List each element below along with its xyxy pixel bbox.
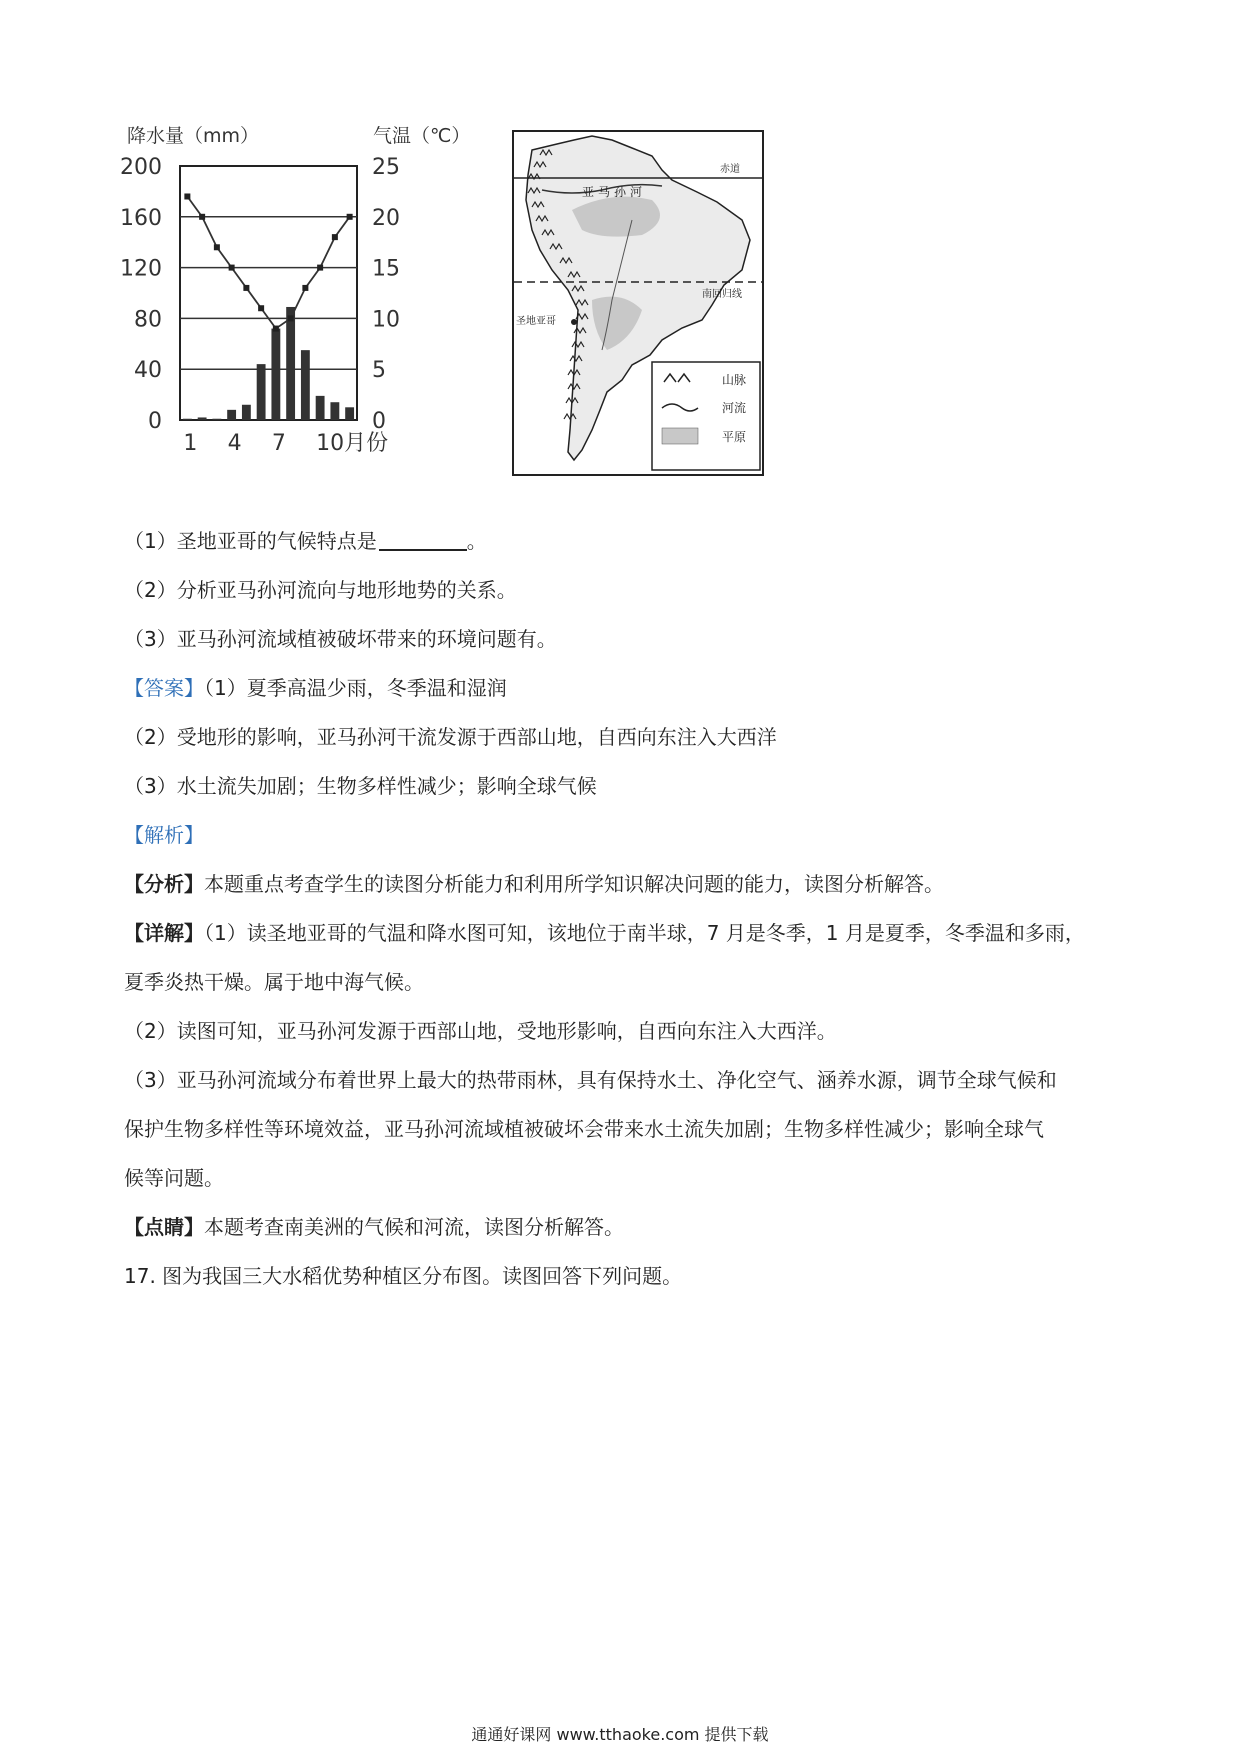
right-tick-label: 20	[372, 205, 400, 231]
left-tick-label: 200	[120, 155, 162, 180]
question-17: 17. 图为我国三大水稻优势种植区分布图。读图回答下列问题。	[124, 1264, 683, 1288]
santiago-label: 圣地亚哥	[516, 316, 556, 327]
temperature-point	[317, 265, 323, 271]
temperature-line-layer	[184, 193, 352, 331]
fenxi-text: 本题重点考查学生的读图分析能力和利用所学知识解决问题的能力，读图分析解答。	[204, 872, 944, 896]
left-tick-label: 160	[120, 205, 162, 231]
answer-3: （3）水土流失加剧；生物多样性减少；影响全球气候	[124, 774, 597, 798]
left-tick-label: 40	[134, 358, 162, 384]
left-axis-title: 降水量（mm）	[127, 125, 260, 147]
analysis-tag: 【解析】	[124, 823, 204, 847]
amazon-river-label: 亚马孙河	[582, 185, 647, 199]
legend-river: 河流	[722, 401, 747, 415]
precipitation-bar	[227, 410, 236, 420]
xiangjie-3c: 候等问题。	[124, 1166, 224, 1190]
left-tick-label: 0	[148, 409, 162, 434]
right-tick-label: 5	[372, 358, 386, 384]
temperature-point	[229, 265, 235, 271]
precipitation-bar	[271, 329, 280, 420]
temperature-point	[273, 326, 279, 332]
temperature-point	[302, 285, 308, 291]
x-tick-label: 7	[271, 431, 286, 456]
answer-line-1	[124, 673, 1124, 703]
answer-2: （2）受地形的影响，亚马孙河干流发源于西部山地，自西向东注入大西洋	[124, 725, 777, 749]
right-tick-label: 10	[372, 307, 400, 333]
precipitation-bar	[257, 364, 266, 420]
grid-layer	[180, 166, 357, 420]
equator-label: 赤道	[720, 164, 740, 175]
right-tick-label: 0	[372, 409, 386, 434]
temperature-point	[347, 214, 353, 220]
climate-chart	[115, 118, 495, 510]
xiangjie-3b: 保护生物多样性等环境效益，亚马孙河流域植被破坏会带来水土流失加剧；生物多样性减少；影响全球气	[124, 1117, 1044, 1141]
precipitation-bars	[183, 307, 354, 420]
answer-1: （1）夏季高温少雨，冬季温和湿润	[204, 676, 507, 700]
temperature-point	[288, 315, 294, 321]
fenxi-line	[124, 869, 1124, 899]
xiangjie-line-1	[124, 918, 1124, 948]
right-tick-label: 25	[372, 155, 400, 180]
xiangjie-2: （2）读图可知，亚马孙河发源于西部山地，受地形影响，自西向东注入大西洋。	[124, 1019, 837, 1043]
santiago-dot	[571, 319, 577, 325]
xiangjie-1a: （1）读圣地亚哥的气温和降水图可知，该地位于南半球，7 月是冬季，1 月是夏季，冬季温和多雨，	[204, 921, 1085, 945]
temperature-point	[258, 305, 264, 311]
x-tick-label: 1	[183, 431, 198, 456]
precipitation-bar	[212, 419, 221, 420]
precipitation-bar	[316, 396, 325, 420]
left-tick-label: 120	[120, 256, 162, 282]
precipitation-bar	[330, 402, 339, 420]
footer-credit: 通通好课网 www.tthaoke.com 提供下载	[471, 1725, 769, 1744]
right-tick-label: 15	[372, 256, 400, 282]
answer-tag: 【答案】	[124, 676, 204, 700]
question-3: （3）亚马孙河流域植被破坏带来的环境问题有。	[124, 627, 557, 651]
question-1-end: 。	[466, 529, 487, 553]
south-america-map	[512, 130, 764, 476]
temperature-point	[214, 244, 220, 250]
question-1	[124, 526, 1124, 556]
dianjing-tag: 【点睛】	[124, 1215, 204, 1239]
legend-mountain: 山脉	[722, 373, 747, 387]
temperature-point	[199, 214, 205, 220]
dianjing-text: 本题考查南美洲的气候和河流，读图分析解答。	[204, 1215, 624, 1239]
precipitation-bar	[301, 350, 310, 420]
right-axis-title: 气温（℃）	[373, 125, 471, 147]
temperature-point	[184, 193, 190, 199]
temperature-point	[243, 285, 249, 291]
temperature-point	[332, 234, 338, 240]
precipitation-bar	[345, 407, 354, 420]
question-1-text: （1）圣地亚哥的气候特点是	[124, 529, 377, 553]
precipitation-bar	[242, 405, 251, 420]
xiangjie-tag: 【详解】	[124, 921, 204, 945]
answer-blank	[379, 529, 467, 551]
precipitation-bar	[286, 307, 295, 420]
x-tick-label: 10月份	[316, 431, 389, 456]
x-tick-label: 4	[227, 431, 242, 456]
question-2: （2）分析亚马孙河流向与地形地势的关系。	[124, 578, 517, 602]
legend-plain: 平原	[722, 430, 747, 444]
xiangjie-3a: （3）亚马孙河流域分布着世界上最大的热带雨林，具有保持水土、净化空气、涵养水源，调节全球气候和	[124, 1068, 1057, 1092]
fenxi-tag: 【分析】	[124, 872, 204, 896]
left-tick-label: 80	[134, 307, 162, 333]
plain-legend-icon	[662, 428, 698, 444]
xiangjie-1b: 夏季炎热干燥。属于地中海气候。	[124, 970, 424, 994]
precipitation-bar	[183, 419, 192, 420]
tropic-label: 南回归线	[702, 289, 742, 300]
dianjing-line	[124, 1212, 1124, 1242]
plot-frame	[180, 166, 357, 420]
precipitation-bar	[198, 417, 207, 420]
